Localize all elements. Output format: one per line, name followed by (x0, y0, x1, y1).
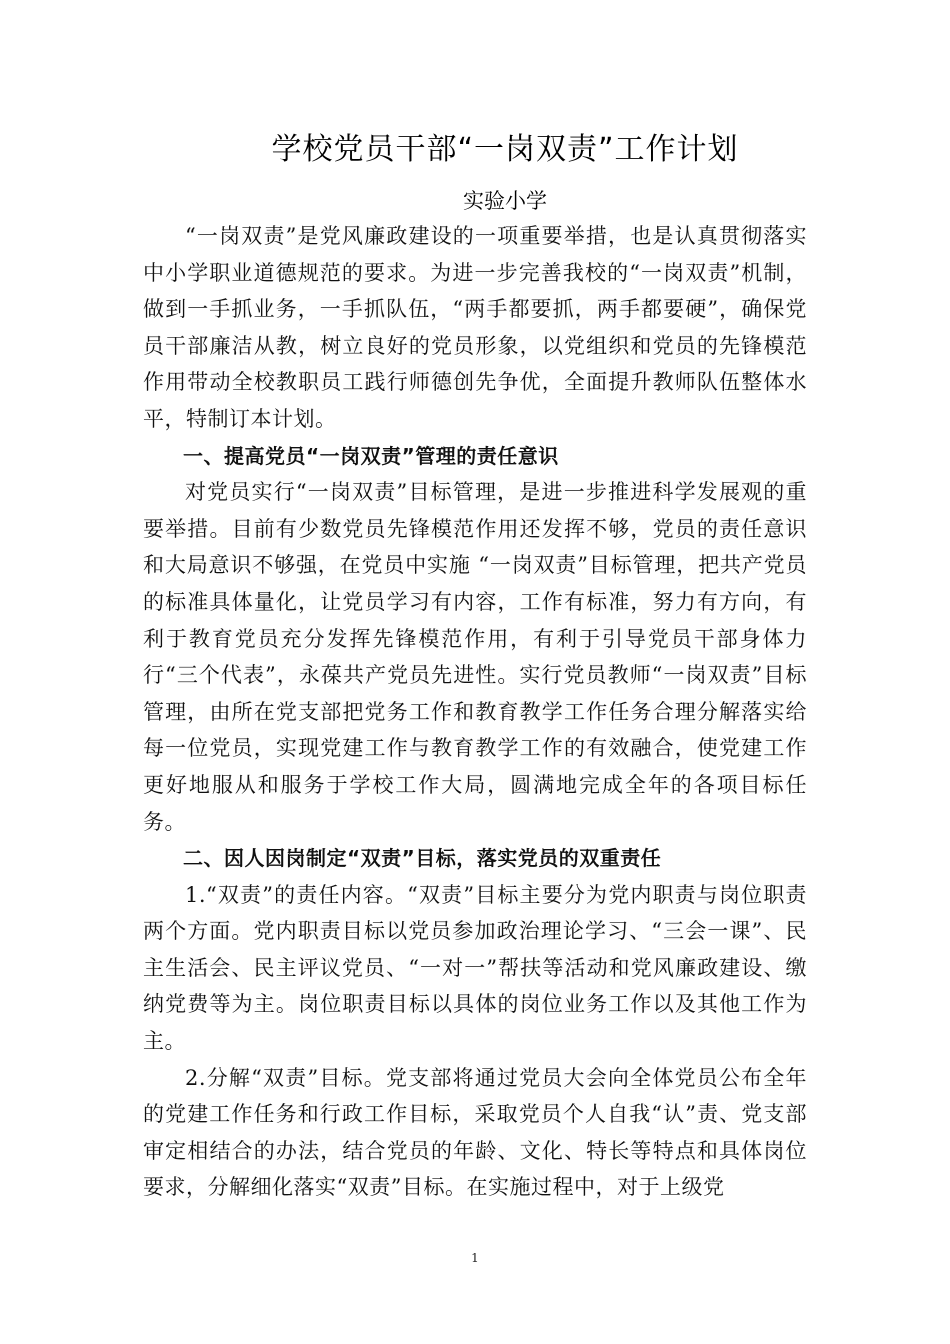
section-2-item-2: 2.分解“双责”目标。党支部将通过党员大会向全体党员公布全年的党建工作任务和行政工作目标，采取党员个人自我“认”责、党支部审定相结合的办法，结合党员的年龄、文化、特长等特点和具体岗位要求，分解细化落实“双责”目标。在实施过程中，对于上级党 (143, 1065, 807, 1200)
page-number: 1 (471, 1251, 479, 1265)
section-1-paragraph: 对党员实行“一岗双责”目标管理，是进一步推进科学发展观的重要举措。目前有少数党员先锋模范作用还发挥不够，党员的责任意识和大局意识不够强，在党员中实施 “一岗双责”目标管理，把共产党员的标准具体量化，让党员学习有内容，工作有标准，努力有方向，有利于教育党员充分发挥先锋模范作用，有利于引导党员干部身体力行“三个代表”，永葆共产党员先进性。实行党员教师“一岗双责”目标管理，由所在党支部把党务工作和教育教学工作任务合理分解落实给每一位党员，实现党建工作与教育教学工作的有效融合，使党建工作更好地服从和服务于学校工作大局，圆满地完成全年的各项目标任务。 (143, 480, 807, 834)
section-heading-1: 一、提高党员“一岗双责”管理的责任意识 (183, 443, 559, 468)
document-subtitle: 实验小学 (463, 189, 547, 213)
document-body (143, 218, 807, 1206)
intro-paragraph: “一岗双责”是党风廉政建设的一项重要举措，也是认真贯彻落实中小学职业道德规范的要求。为进一步完善我校的“一岗双责”机制，做到一手抓业务，一手抓队伍，“两手都要抓，两手都要硬”，确保党员干部廉洁从教，树立良好的党员形象，以党组织和党员的先锋模范作用带动全校教职员工践行师德创先争优，全面提升教师队伍整体水平，特制订本计划。 (143, 224, 807, 431)
document-title: 学校党员干部“一岗双责”工作计划 (271, 132, 739, 167)
section-heading-2: 二、因人因岗制定“双责”目标，落实党员的双重责任 (183, 846, 662, 871)
section-2-item-1: 1.“双责”的责任内容。“双责”目标主要分为党内职责与岗位职责两个方面。党内职责目标以党员参加政治理论学习、“三会一课”、民主生活会、民主评议党员、“一对一”帮扶等活动和党风廉政建设、缴纳党费等为主。岗位职责目标以具体的岗位业务工作以及其他工作为主。 (143, 882, 807, 1054)
